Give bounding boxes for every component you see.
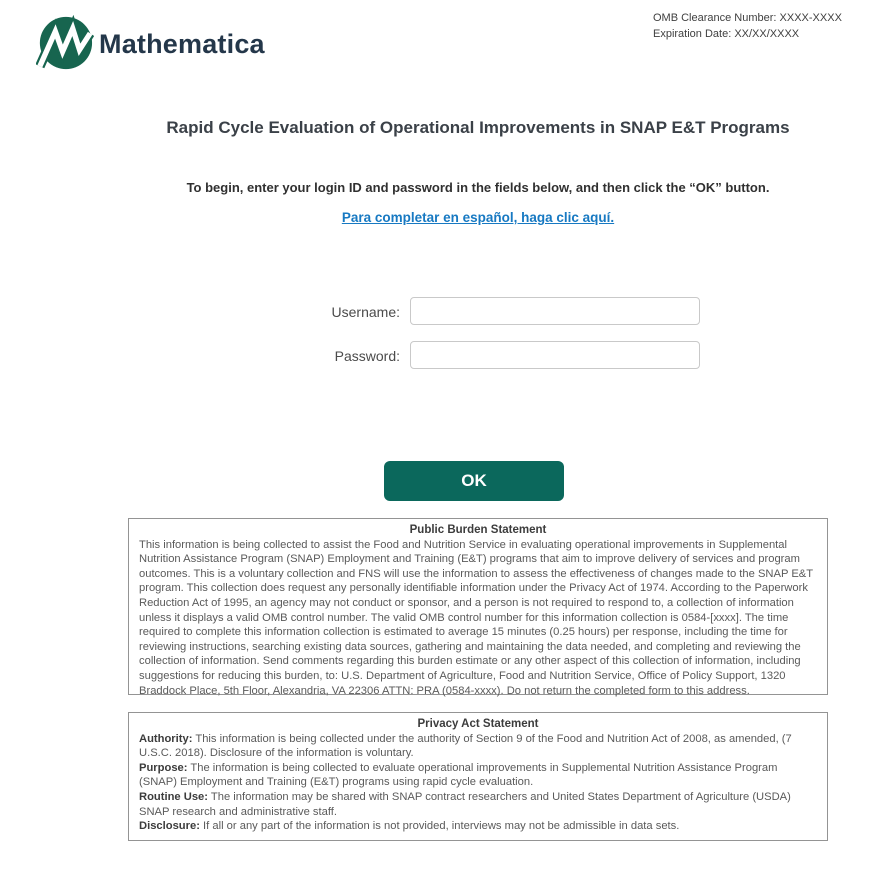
spanish-language-link[interactable]: Para completar en español, haga clic aquí. — [341, 210, 615, 225]
public-burden-heading: Public Burden Statement — [409, 524, 547, 536]
privacy-disclosure-item — [139, 819, 817, 834]
mathematica-logo — [36, 13, 276, 75]
privacy-purpose-item — [139, 761, 817, 790]
password-label: Password: — [334, 348, 400, 364]
privacy-purpose-text: The information is being collected to evaluate operational improvements in Supplemental Nutrition Assistance Program (SNAP) Employment and Training (E&T) programs using rapid cycle evaluation. — [139, 761, 778, 789]
privacy-disclosure-text: If all or any part of the information is not provided, interviews may not be admissible in data sets. — [199, 820, 680, 833]
spanish-link-row — [128, 209, 828, 227]
public-burden-statement-box — [128, 518, 828, 695]
username-label: Username: — [331, 304, 400, 320]
privacy-disclosure-label: Disclosure: — [139, 820, 200, 833]
privacy-act-heading: Privacy Act Statement — [417, 718, 539, 730]
mathematica-logo-icon — [36, 15, 94, 78]
privacy-authority-label: Authority: — [139, 732, 193, 745]
privacy-routine-use-item — [139, 790, 817, 819]
omb-expiration-date: Expiration Date: XX/XX/XXXX — [653, 28, 800, 40]
privacy-authority-text: This information is being collected under the authority of Section 9 of the Food and Nutrition Act of 2008, as amended, (7 U.S.C. 2018). Disclosure of the information is voluntary. — [139, 732, 792, 760]
username-input[interactable] — [410, 297, 700, 325]
privacy-routine-use-text: The information may be shared with SNAP contract researchers and United States Department of Agriculture (USDA) SNAP research and administrative staff. — [139, 790, 791, 818]
page-title: Rapid Cycle Evaluation of Operational Improvements in SNAP E&T Programs — [166, 118, 790, 137]
privacy-routine-use-label: Routine Use: — [139, 790, 208, 803]
login-instruction: To begin, enter your login ID and password in the fields below, and then click the “OK” button. — [186, 180, 770, 195]
privacy-act-statement-box — [128, 712, 828, 841]
omb-info — [653, 10, 842, 42]
brand-wordmark: Mathematica — [99, 29, 265, 59]
ok-button[interactable]: OK — [384, 461, 564, 501]
omb-clearance-number: OMB Clearance Number: XXXX-XXXX — [653, 12, 842, 24]
privacy-authority-item — [139, 732, 817, 761]
public-burden-body: This information is being collected to assist the Food and Nutrition Service in evaluating operational improvements in Supplemental Nutrition Assistance Program (SNAP) Employment and Training (E&T) programs that aim to improve delivery of services and program outcomes. This is a voluntary collection and FNS will use the information to assess the effectiveness of changes made to the SNAP E&T program. This collection does request any personally identifiable information under the Privacy Act of 1974. According to the Paperwork Reduction Act of 1995, an agency may not conduct or sponsor, and a person is not required to respond to, a collection of information unless it displays a valid OMB control number. The valid OMB control number for this information collection is 0584-[xxxx]. The time required to complete this information collection is estimated to average 15 minutes (0.25 hours) per response, including the time for reviewing instructions, searching existing data sources, gathering and maintaining the data needed, and completing and reviewing the collection of information. Send comments regarding this burden estimate or any other aspect of this collection of information, including suggestions for reducing this burden, to: U.S. Department of Agriculture, Food and Nutrition Service, Office of Policy Support, 1320 Braddock Place, 5th Floor, Alexandria, VA 22306 ATTN: PRA (0584-xxxx). Do not return the completed form to this address. — [139, 538, 813, 697]
privacy-purpose-label: Purpose: — [139, 761, 188, 774]
password-input[interactable] — [410, 341, 700, 369]
